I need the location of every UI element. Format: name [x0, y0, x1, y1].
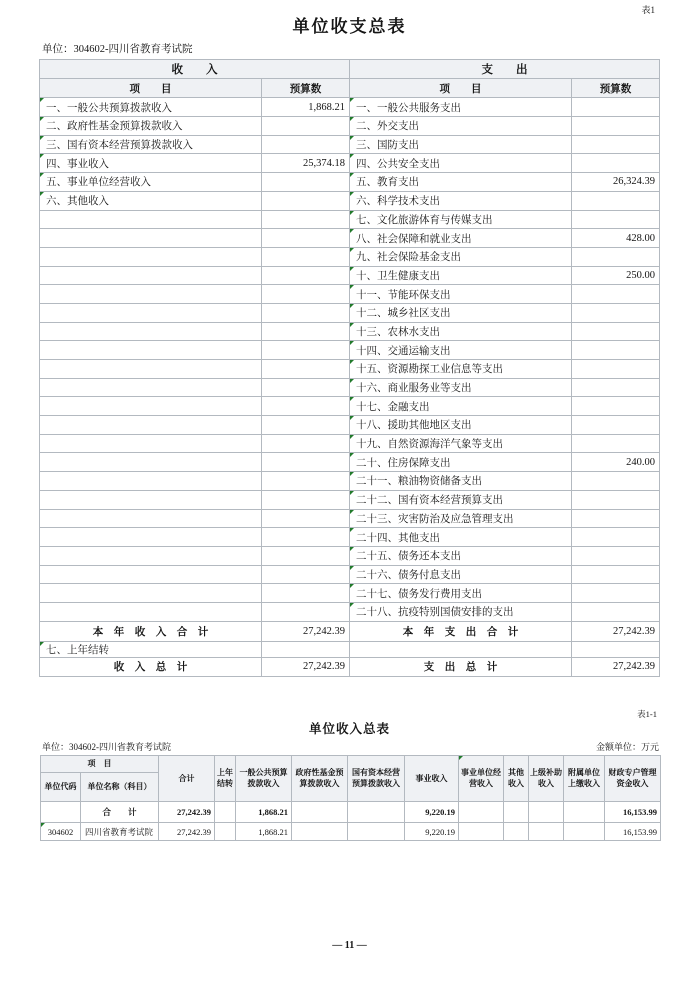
- expense-item-cell: 十四、交通运输支出: [350, 341, 572, 360]
- carryover-label: 七、上年结转: [40, 641, 262, 657]
- income-item-cell: 一、一般公共预算拨款收入: [40, 98, 262, 117]
- income-item-cell: [40, 602, 262, 621]
- detail-value-cell: 16,153.99: [605, 823, 661, 841]
- expense-item-cell: 一、一般公共服务支出: [350, 98, 572, 117]
- summary-table-row: [40, 303, 660, 322]
- summary-table-row: [40, 98, 660, 117]
- income-value-cell: [262, 360, 350, 379]
- income-value-cell: [262, 546, 350, 565]
- expense-value-cell: [572, 528, 660, 547]
- income-item-cell: 四、事业收入: [40, 154, 262, 173]
- income-grand-total-label: 收 入 总 计: [40, 657, 262, 676]
- income-value-cell: [262, 266, 350, 285]
- summary-column-header-row: [40, 79, 660, 98]
- income-grand-total-value: 27,242.39: [262, 657, 350, 676]
- income-detail-table: [40, 755, 661, 841]
- income-item-cell: [40, 266, 262, 285]
- income-item-column-header: 项 目: [40, 79, 262, 98]
- expense-item-cell: 二十四、其他支出: [350, 528, 572, 547]
- detail-value-cell: [529, 823, 564, 841]
- summary-section-header-row: [40, 60, 660, 79]
- unit-name-cell: 四川省教育考试院: [81, 823, 159, 841]
- expense-value-cell: [572, 191, 660, 210]
- income-detail-table-title: 单位收入总表: [308, 721, 390, 736]
- summary-table-row: [40, 360, 660, 379]
- detail-column-header: 一般公共预算拨款收入: [236, 756, 292, 802]
- expense-value-cell: [572, 210, 660, 229]
- carryover-value: [262, 641, 350, 657]
- summary-table-row: [40, 434, 660, 453]
- income-item-cell: [40, 378, 262, 397]
- income-item-cell: 二、政府性基金预算拨款收入: [40, 117, 262, 136]
- expense-section-header: 支 出: [350, 60, 660, 79]
- detail-column-header: 其他收入: [504, 756, 529, 802]
- summary-table-row: [40, 154, 660, 173]
- detail-value-cell: 16,153.99: [605, 802, 661, 823]
- detail-column-header: 上级补助收入: [529, 756, 564, 802]
- expense-item-cell: 九、社会保险基金支出: [350, 247, 572, 266]
- expense-budget-column-header: 预算数: [572, 79, 660, 98]
- expense-value-cell: [572, 416, 660, 435]
- income-value-cell: [262, 378, 350, 397]
- unit-label-1: 单位：304602-四川省教育考试院: [42, 44, 193, 56]
- income-value-cell: [262, 602, 350, 621]
- detail-column-header: 单位代码: [41, 773, 81, 802]
- expense-item-cell: 二十、住房保障支出: [350, 453, 572, 472]
- detail-value-cell: 27,242.39: [159, 802, 215, 823]
- summary-table-head: [40, 60, 660, 98]
- income-value-cell: [262, 472, 350, 491]
- income-item-cell: [40, 303, 262, 322]
- expense-item-cell: 四、公共安全支出: [350, 154, 572, 173]
- detail-value-cell: 27,242.39: [159, 823, 215, 841]
- income-item-cell: [40, 210, 262, 229]
- expense-value-cell: [572, 247, 660, 266]
- income-item-cell: 五、事业单位经营收入: [40, 173, 262, 192]
- carryover-expense-label: [350, 641, 572, 657]
- grand-total-row: [40, 657, 660, 676]
- detail-column-header: 合计: [159, 756, 215, 802]
- summary-table-row: [40, 528, 660, 547]
- expense-value-cell: [572, 154, 660, 173]
- summary-table-row: [40, 490, 660, 509]
- summary-table-row: [40, 416, 660, 435]
- expense-annual-total-value: 27,242.39: [572, 621, 660, 641]
- detail-value-cell: 1,868.21: [236, 802, 292, 823]
- income-value-cell: [262, 509, 350, 528]
- expense-item-cell: 五、教育支出: [350, 173, 572, 192]
- summary-table-row: [40, 247, 660, 266]
- detail-header-row-1: [41, 756, 661, 773]
- income-value-cell: [262, 453, 350, 472]
- summary-table-row: [40, 135, 660, 154]
- income-item-cell: 六、其他收入: [40, 191, 262, 210]
- summary-table-row: [40, 210, 660, 229]
- detail-value-cell: [348, 823, 405, 841]
- detail-value-cell: 1,868.21: [236, 823, 292, 841]
- detail-column-header: 财政专户管理资金收入: [605, 756, 661, 802]
- detail-value-cell: [504, 802, 529, 823]
- income-value-cell: [262, 191, 350, 210]
- detail-column-header: 附属单位上缴收入: [564, 756, 605, 802]
- detail-column-header: 政府性基金预算拨款收入: [292, 756, 348, 802]
- income-value-cell: 1,868.21: [262, 98, 350, 117]
- detail-column-header: 事业收入: [405, 756, 459, 802]
- expense-item-cell: 二十八、抗疫特别国债安排的支出: [350, 602, 572, 621]
- income-value-cell: [262, 528, 350, 547]
- annual-total-row: [40, 621, 660, 641]
- expense-value-cell: [572, 509, 660, 528]
- expense-value-cell: [572, 322, 660, 341]
- detail-value-cell: [215, 802, 236, 823]
- detail-column-header: 上年结转: [215, 756, 236, 802]
- expense-value-cell: [572, 98, 660, 117]
- income-item-cell: [40, 565, 262, 584]
- expense-item-cell: 十五、资源勘探工业信息等支出: [350, 360, 572, 379]
- expense-value-cell: 26,324.39: [572, 173, 660, 192]
- income-value-cell: [262, 584, 350, 603]
- detail-table-row: [41, 823, 661, 841]
- income-item-cell: [40, 285, 262, 304]
- expense-value-cell: [572, 341, 660, 360]
- summary-table-row: [40, 378, 660, 397]
- summary-table-totals: [40, 621, 660, 676]
- expense-item-cell: 十八、援助其他地区支出: [350, 416, 572, 435]
- income-item-cell: [40, 322, 262, 341]
- expense-value-cell: [572, 472, 660, 491]
- summary-table-row: [40, 509, 660, 528]
- detail-value-cell: 9,220.19: [405, 802, 459, 823]
- summary-table-title: 单位收支总表: [292, 17, 407, 36]
- expense-item-cell: 二十五、债务还本支出: [350, 546, 572, 565]
- table-tag-1-1: 表1-1: [637, 708, 657, 719]
- detail-value-cell: [348, 802, 405, 823]
- detail-value-cell: [564, 823, 605, 841]
- income-section-header: 收 入: [40, 60, 350, 79]
- income-item-cell: [40, 490, 262, 509]
- detail-table-meta-row: [42, 740, 659, 753]
- amount-unit-label: 金额单位：万元: [595, 742, 659, 753]
- expense-value-cell: [572, 546, 660, 565]
- income-budget-column-header: 预算数: [262, 79, 350, 98]
- detail-value-cell: [459, 802, 504, 823]
- summary-table-row: [40, 397, 660, 416]
- income-item-cell: [40, 528, 262, 547]
- income-item-cell: [40, 247, 262, 266]
- income-value-cell: [262, 416, 350, 435]
- summary-table-row: [40, 266, 660, 285]
- income-value-cell: [262, 173, 350, 192]
- income-value-cell: [262, 322, 350, 341]
- table-tag-1: 表1: [641, 5, 655, 15]
- expense-grand-total-value: 27,242.39: [572, 657, 660, 676]
- income-annual-total-label: 本 年 收 入 合 计: [40, 621, 262, 641]
- expense-item-cell: 二十二、国有资本经营预算支出: [350, 490, 572, 509]
- detail-value-cell: [564, 802, 605, 823]
- income-item-cell: [40, 229, 262, 248]
- expense-item-cell: 十七、金融支出: [350, 397, 572, 416]
- summary-table-body: [40, 98, 660, 621]
- expense-grand-total-label: 支 出 总 计: [350, 657, 572, 676]
- detail-value-cell: [529, 802, 564, 823]
- expense-value-cell: [572, 584, 660, 603]
- detail-column-header: 国有资本经营预算拨款收入: [348, 756, 405, 802]
- item-group-header: 项 目: [41, 756, 159, 773]
- expense-value-cell: [572, 285, 660, 304]
- income-value-cell: [262, 117, 350, 136]
- carryover-row: [40, 641, 660, 657]
- expense-value-cell: [572, 602, 660, 621]
- summary-table-row: [40, 229, 660, 248]
- summary-table-row: [40, 173, 660, 192]
- income-item-cell: [40, 546, 262, 565]
- expense-item-cell: 八、社会保障和就业支出: [350, 229, 572, 248]
- income-annual-total-value: 27,242.39: [262, 621, 350, 641]
- summary-table-row: [40, 117, 660, 136]
- page-number: — 11 —: [332, 940, 367, 952]
- income-value-cell: [262, 135, 350, 154]
- expense-value-cell: [572, 378, 660, 397]
- summary-table-row: [40, 602, 660, 621]
- carryover-expense-value: [572, 641, 660, 657]
- expense-value-cell: [572, 117, 660, 136]
- expense-item-cell: 七、文化旅游体育与传媒支出: [350, 210, 572, 229]
- income-item-cell: [40, 453, 262, 472]
- income-item-cell: [40, 472, 262, 491]
- expense-item-cell: 三、国防支出: [350, 135, 572, 154]
- income-value-cell: 25,374.18: [262, 154, 350, 173]
- income-value-cell: [262, 303, 350, 322]
- expense-value-cell: [572, 434, 660, 453]
- detail-column-header: 单位名称（科目）: [81, 773, 159, 802]
- summary-table-row: [40, 472, 660, 491]
- detail-value-cell: [215, 823, 236, 841]
- income-value-cell: [262, 210, 350, 229]
- income-value-cell: [262, 247, 350, 266]
- summary-table-row: [40, 285, 660, 304]
- income-item-cell: [40, 416, 262, 435]
- detail-value-cell: [504, 823, 529, 841]
- expense-item-cell: 二十七、债务发行费用支出: [350, 584, 572, 603]
- income-item-cell: [40, 434, 262, 453]
- expense-item-cell: 二十一、粮油物资储备支出: [350, 472, 572, 491]
- expense-item-cell: 十二、城乡社区支出: [350, 303, 572, 322]
- detail-value-cell: [292, 802, 348, 823]
- detail-column-header: 事业单位经营收入: [459, 756, 504, 802]
- unit-code-cell: [41, 802, 81, 823]
- expense-value-cell: [572, 303, 660, 322]
- detail-table-row: [41, 802, 661, 823]
- expense-item-cell: 二十六、债务付息支出: [350, 565, 572, 584]
- expense-item-column-header: 项 目: [350, 79, 572, 98]
- expense-value-cell: 250.00: [572, 266, 660, 285]
- income-value-cell: [262, 490, 350, 509]
- expense-item-cell: 十、卫生健康支出: [350, 266, 572, 285]
- summary-table-row: [40, 565, 660, 584]
- expense-value-cell: [572, 490, 660, 509]
- summary-table-row: [40, 341, 660, 360]
- expense-value-cell: [572, 135, 660, 154]
- summary-table: [39, 59, 660, 676]
- income-detail-table-head: [41, 756, 661, 802]
- income-value-cell: [262, 285, 350, 304]
- income-item-cell: [40, 397, 262, 416]
- expense-item-cell: 十三、农林水支出: [350, 322, 572, 341]
- detail-value-cell: [292, 823, 348, 841]
- income-value-cell: [262, 434, 350, 453]
- expense-value-cell: [572, 360, 660, 379]
- expense-item-cell: 六、科学技术支出: [350, 191, 572, 210]
- summary-table-row: [40, 191, 660, 210]
- detail-value-cell: [459, 823, 504, 841]
- income-item-cell: [40, 509, 262, 528]
- summary-table-row: [40, 453, 660, 472]
- income-item-cell: [40, 584, 262, 603]
- summary-table-row: [40, 584, 660, 603]
- unit-label-2: 单位：304602-四川省教育考试院: [42, 742, 171, 753]
- detail-value-cell: 9,220.19: [405, 823, 459, 841]
- income-value-cell: [262, 397, 350, 416]
- income-item-cell: [40, 360, 262, 379]
- expense-item-cell: 二十三、灾害防治及应急管理支出: [350, 509, 572, 528]
- summary-table-row: [40, 546, 660, 565]
- summary-table-row: [40, 322, 660, 341]
- income-item-cell: [40, 341, 262, 360]
- expense-value-cell: [572, 565, 660, 584]
- expense-value-cell: 240.00: [572, 453, 660, 472]
- income-value-cell: [262, 341, 350, 360]
- expense-value-cell: 428.00: [572, 229, 660, 248]
- income-value-cell: [262, 565, 350, 584]
- expense-item-cell: 二、外交支出: [350, 117, 572, 136]
- income-value-cell: [262, 229, 350, 248]
- unit-code-cell: 304602: [41, 823, 81, 841]
- expense-item-cell: 十六、商业服务业等支出: [350, 378, 572, 397]
- expense-item-cell: 十九、自然资源海洋气象等支出: [350, 434, 572, 453]
- income-detail-table-body: [41, 802, 661, 841]
- income-item-cell: 三、国有资本经营预算拨款收入: [40, 135, 262, 154]
- expense-annual-total-label: 本 年 支 出 合 计: [350, 621, 572, 641]
- unit-name-cell: 合 计: [81, 802, 159, 823]
- expense-value-cell: [572, 397, 660, 416]
- expense-item-cell: 十一、节能环保支出: [350, 285, 572, 304]
